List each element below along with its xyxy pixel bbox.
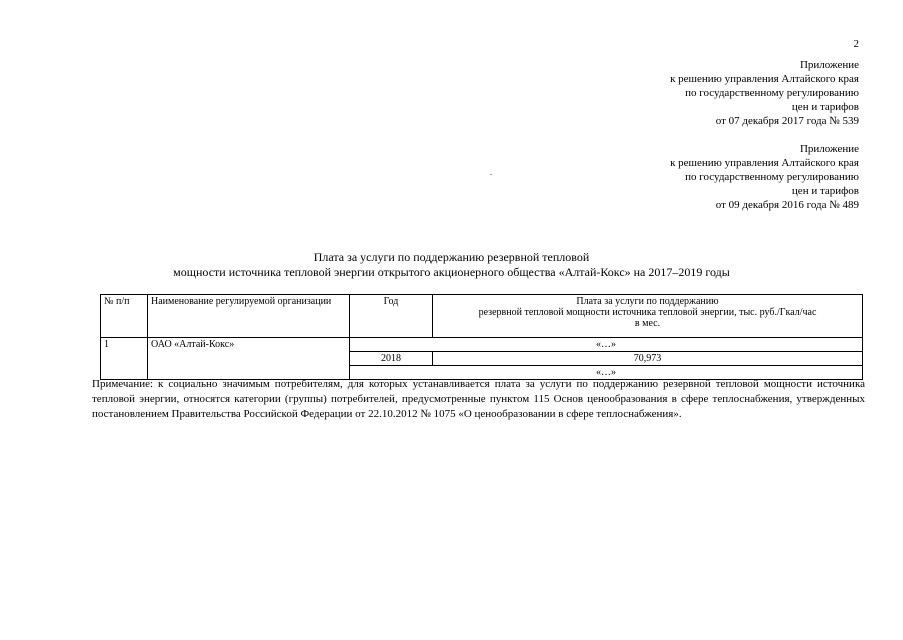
- header-year: Год: [350, 295, 433, 338]
- title-line-1: Плата за услуги по поддержанию резервной тепловой: [313, 250, 590, 264]
- table-row: [101, 338, 863, 352]
- scan-speck: [490, 174, 492, 175]
- appendix-line: по государственному регулированию: [685, 171, 859, 183]
- appendix-line: к решению управления Алтайского края: [670, 157, 859, 169]
- header-num: № п/п: [101, 295, 148, 338]
- appendix-line: цен и тарифов: [791, 185, 859, 197]
- appendix-line: Приложение: [799, 143, 859, 155]
- row-payment-value: 70,973: [433, 352, 863, 366]
- tariff-table: [100, 294, 863, 380]
- appendix-line: по государственному регулированию: [685, 87, 859, 99]
- header-payment-line-2: резервной тепловой мощности источника тепловой энергии, тыс. руб./Гкал/час: [478, 307, 817, 318]
- header-payment-line-3: в мес.: [634, 318, 661, 329]
- appendix-line: цен и тарифов: [791, 101, 859, 113]
- header-payment: [433, 295, 863, 338]
- appendix-line: Приложение: [799, 59, 859, 71]
- title-line-2: мощности источника тепловой энергии открытого акционерного общества «Алтай-Кокс» на 2017–2019 годы: [173, 265, 730, 279]
- table-header-row: [101, 295, 863, 338]
- omitted-marker-after: «…»: [350, 366, 863, 380]
- row-number: 1: [101, 338, 148, 380]
- appendix-date-line: от 09 декабря 2016 года № 489: [715, 199, 859, 211]
- row-year: 2018: [350, 352, 433, 366]
- row-organization: ОАО «Алтай-Кокс»: [148, 338, 350, 380]
- document-title: [0, 250, 903, 280]
- page-number: 2: [853, 38, 859, 50]
- appendix-line: к решению управления Алтайского края: [670, 73, 859, 85]
- omitted-marker-before: «…»: [350, 338, 863, 352]
- appendix-header-current: [670, 58, 859, 128]
- header-organization: Наименование регулируемой организации: [148, 295, 350, 338]
- appendix-header-previous: [670, 142, 859, 212]
- appendix-date-line: от 07 декабря 2017 года № 539: [715, 115, 859, 127]
- footnote-note: Примечание: к социально значимым потребителям, для которых устанавливается плата за услуги по поддержанию резервной тепловой мощности источника тепловой энергии, относятся категории (группы) потребителей, предусмотренные пунктом 115 Основ ценообразования в сфере теплоснабжения, утвержденных постановлением Правительства Российской Федерации от 22.10.2012 № 1075 «О ценообразовании в сфере теплоснабжения».: [92, 378, 865, 420]
- header-payment-line-1: Плата за услуги по поддержанию: [576, 296, 719, 307]
